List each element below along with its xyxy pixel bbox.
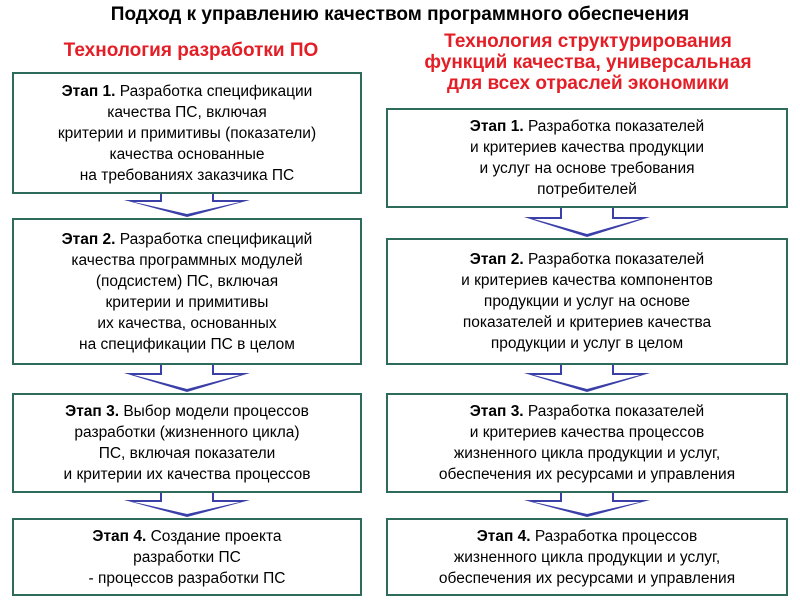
stage-label: Этап 2. [469,251,524,268]
stage-label: Этап 4. [92,527,147,545]
right-stage-4-box [386,518,788,596]
arrow-down-icon [122,194,252,218]
left-column-header: Технология разработки ПО [63,40,319,61]
right-column-header: Технология структурирования функций качества, универсальная для всех отраслей экономики [424,31,752,94]
left-stage-4-box [12,518,362,596]
stage-label: Этап 1. [469,118,524,135]
right-stage-3-box [386,393,788,493]
stage-text: Выбор модели процессов разработки (жизненного цикла) ПС, включая показатели и критерии их качества процессов [63,403,311,483]
left-stage-2-box [12,218,362,365]
stage-text: Разработка спецификаций качества программных модулей (подсистем) ПС, включая критерии и примитивы их качества, основанных на спецификации ПС в целом [71,230,313,353]
stage-text: Создание проекта разработки ПС - процессов разработки ПС [88,527,286,587]
stage-label: Этап 3. [469,403,524,420]
stage-text: Разработка спецификации качества ПС, включая критерии и примитивы (показатели) качества основанные на требованиях заказчика ПС [57,82,317,184]
arrow-down-icon [522,493,652,518]
stage-label: Этап 3. [65,403,120,420]
arrow-down-icon [122,493,252,518]
stage-label: Этап 1. [61,82,116,100]
stage-label: Этап 2. [61,230,116,248]
stage-text: Разработка показателей и критериев качества процессов жизненного цикла продукции и услуг, обеспечения их ресурсами и управления [438,403,736,483]
left-stage-1-box [12,72,362,194]
page-title: Подход к управлению качеством программного обеспечения [110,4,690,25]
stage-text: Разработка процессов жизненного цикла продукции и услуг, обеспечения их ресурсами и управления [438,527,736,587]
arrow-down-icon [522,208,652,238]
right-stage-1-box [386,108,788,208]
stage-text: Разработка показателей и критериев качества компонентов продукции и услуг на основе показателей и критериев качества продукции и услуг в целом [461,251,713,352]
arrow-down-icon [522,365,652,393]
stage-text: Разработка показателей и критериев качества продукции и услуг на основе требования потребителей [469,118,705,198]
left-stage-3-box [12,393,362,493]
arrow-down-icon [122,365,252,393]
right-stage-2-box [386,238,788,365]
stage-label: Этап 4. [476,527,531,545]
